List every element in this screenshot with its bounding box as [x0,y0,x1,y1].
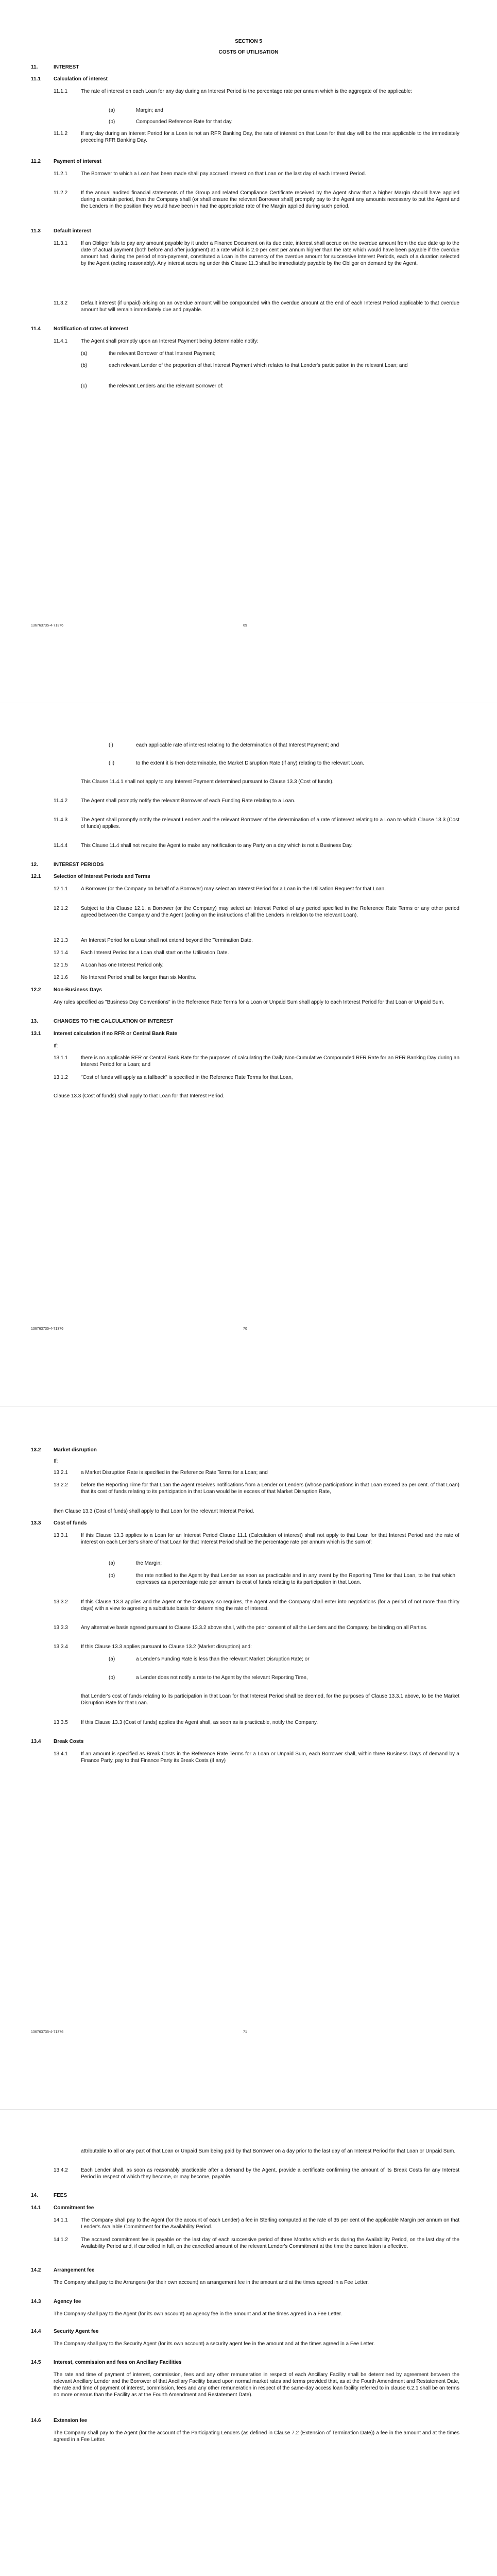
clause-number: 13.2.1 [54,1470,68,1476]
item-text: the relevant Lenders and the relevant Borrower of: [109,383,224,389]
clause-text: A Borrower (or the Company on behalf of a Borrower) may select an Interest Period for a Loan in the Utilisation Request for that Loan. [81,886,386,892]
item-label: (a) [109,1656,115,1662]
clause-text: there is no applicable RFR or Central Bank Rate for the purposes of calculating the Daily Non-Cumulative Compounded RFR Rate for an RFR Banking Day during an Interest Period for a Loan; and [81,1055,459,1067]
clause-number: 13.3.2 [54,1599,68,1605]
clause-text: attributable to all or any part of that Loan or Unpaid Sum being paid by that Borrower on a day prior to the last day of an Interest Period for that Loan or Unpaid Sum. [81,2148,456,2154]
clause-number: 11.2.1 [54,171,68,177]
item-label: (a) [109,108,115,113]
clause-heading: Payment of interest [54,159,101,164]
page-number: 71 [243,2030,247,2034]
item-text: the relevant Borrower of that Interest Payment; [109,351,216,357]
page-number: 70 [243,1327,247,1331]
clause-text: An Interest Period for a Loan shall not extend beyond the Termination Date. [81,938,253,943]
item-text: each applicable rate of interest relating to the determination of that Interest Payment; and [136,742,339,748]
item-label: (c) [81,383,87,389]
clause-number: 11.3.1 [54,241,68,246]
clause-text: The Agent shall promptly notify the relevant Borrower of each Funding Rate relating to a Loan. [81,798,296,804]
item-label: (b) [109,1675,115,1681]
clause-number: 11.1.1 [54,89,68,94]
clause-number: 14.6 [31,2418,41,2424]
section-number: SECTION 5 [235,39,262,44]
clause-text: If this Clause 13.3 (Cost of funds) applies the Agent shall, as soon as is practicable, notify the Company. [81,1720,318,1725]
clause-text: Each Interest Period for a Loan shall start on the Utilisation Date. [81,950,229,956]
clause-text: The Company shall pay to the Agent (for its own account) an agency fee in the amount and at the times agreed in a Fee Letter. [54,2311,342,2317]
clause-text: Any alternative basis agreed pursuant to Clause 13.3.2 above shall, with the prior consent of all the Lenders and the Company, be binding on all Parties. [81,1625,428,1631]
clause-number: 13.3.3 [54,1625,68,1631]
clause-heading: Non-Business Days [54,987,102,993]
document-reference: 136763735-4-71376 [31,1327,64,1331]
clause-text: The Company shall pay to the Security Agent (for its own account) a security agent fee in the amount and at the times agreed in a Fee Letter. [54,2341,375,2347]
clause-text: The Company shall pay to the Arrangers (for their own account) an arrangement fee in the amount and at the times agreed in a Fee Letter. [54,2280,369,2285]
clause-number: 12.1.2 [54,906,68,911]
item-label: (b) [109,119,115,125]
document-reference: 136763735-4-71376 [31,2030,64,2034]
clause-number: 12. [31,862,38,868]
page-70 [0,703,497,1406]
clause-number: 13.4.1 [54,1751,68,1757]
item-label: (a) [81,351,88,357]
item-text: Margin; and [136,108,163,113]
clause-number: 13.4.2 [54,2167,68,2173]
clause-text: No Interest Period shall be longer than six Months. [81,975,197,980]
clause-number: 12.2 [31,987,41,993]
clause-number: 12.1 [31,874,41,879]
clause-text: If: [54,1043,58,1049]
clause-text: then Clause 13.3 (Cost of funds) shall apply to that Loan for the relevant Interest Period. [54,1509,254,1514]
clause-number: 14.1.1 [54,2217,68,2223]
clause-number: 14. [31,2193,38,2198]
item-text: the Margin; [136,1561,162,1566]
clause-number: 11.3 [31,228,41,234]
clause-text: If an amount is specified as Break Costs in the Reference Rate Terms for a Loan or Unpaid Sum, each Borrower shall, within three Business Days of demand by a Finance Party, pay to that Finance Party its Break Costs (if any) [81,1751,459,1764]
clause-text: before the Reporting Time for that Loan the Agent receives notifications from a Lender or Lenders (whose participations in that Loan exceed 35 per cent. of that Loan) that its cost of funds relating to its participation in that Loan would be in excess of that Market Disruption Rate, [81,1482,459,1495]
clause-heading: Calculation of interest [54,76,108,82]
page-number: 69 [243,624,247,628]
clause-heading: Default interest [54,228,91,234]
clause-number: 11.1 [31,76,41,82]
clause-heading: Agency fee [54,2299,81,2304]
clause-heading: Notification of rates of interest [54,326,129,332]
clause-number: 11. [31,64,38,70]
clause-text: The rate and time of payment of interest, commission, fees and any other remuneration in respect of each Ancillary Facility shall be determined by agreement between the relevant Ancillary Lender and the Borrower of that Ancillary Facility based upon normal market rates and terms provided that, as at the Fourth Amendment and Restatement Date, the rate and time of payment of interest, commission, fees and any other remuneration in respect of the same-day access loan facility referred to in clause 6.2.1 shall be on terms no more onerous than the Facility as at the Fourth Amendment and Restatement Date). [54,2372,459,2398]
clause-number: 13.2.2 [54,1482,68,1488]
page-72 [0,2110,497,2576]
clause-text: If this Clause 13.3 applies and the Agent or the Company so requires, the Agent and the Company shall enter into negotiations (for a period of not more than thirty days) with a view to agreeing a substitute basis for determining the rate of interest. [81,1599,459,1612]
item-label: (i) [109,742,113,748]
clause-heading: Arrangement fee [54,2267,95,2273]
clause-number: 13.4 [31,1739,41,1744]
item-text: a Lender does not notify a rate to the Agent by the relevant Reporting Time, [136,1675,308,1681]
item-label: (a) [109,1561,115,1566]
clause-heading: Selection of Interest Periods and Terms [54,874,150,879]
item-label: (b) [109,1573,115,1579]
clause-number: 12.1.6 [54,975,68,980]
clause-text: a Market Disruption Rate is specified in the Reference Rate Terms for a Loan; and [81,1470,268,1476]
clause-text: The Agent shall promptly notify the relevant Lenders and the relevant Borrower of the determination of a rate of interest relating to a Loan to which Clause 13.3 (Cost of funds) applies. [81,817,459,829]
clause-number: 14.2 [31,2267,41,2273]
clause-heading: FEES [54,2193,67,2198]
clause-number: 11.4 [31,326,41,332]
clause-heading: Interest calculation if no RFR or Central Bank Rate [54,1031,178,1037]
clause-heading: INTEREST PERIODS [54,862,104,868]
clause-text: The Agent shall promptly upon an Interest Payment being determinable notify: [81,338,259,344]
section-title: COSTS OF UTILISATION [218,49,279,55]
clause-number: 14.5 [31,2360,41,2365]
clause-number: 12.1.1 [54,886,68,892]
clause-number: 13.3 [31,1520,41,1526]
clause-number: 13.1.2 [54,1075,68,1080]
item-label: (b) [81,363,88,368]
clause-number: 14.4 [31,2329,41,2334]
item-label: (ii) [109,760,115,766]
clause-text: "Cost of funds will apply as a fallback" is specified in the Reference Rate Terms for that Loan, [81,1075,293,1080]
item-text: each relevant Lender of the proportion of that Interest Payment which relates to that Lender's participation in the relevant Loan; and [109,363,408,368]
clause-number: 11.4.4 [54,843,68,849]
clause-number: 11.3.2 [54,300,68,306]
clause-text: This Clause 11.4.1 shall not apply to any Interest Payment determined pursuant to Clause 13.3 (Cost of funds). [81,779,334,785]
clause-heading: Security Agent fee [54,2329,99,2334]
clause-text: If this Clause 13.3 applies to a Loan for an Interest Period Clause 11.1 (Calculation of interest) shall not apply to that Loan for that Interest Period and the rate of interest on each Lender's share of that Loan for that Interest Period shall be the percentage rate per annum which is the sum of: [81,1533,459,1545]
clause-text: The Company shall pay to the Agent (for the account of each Lender) a fee in Sterling computed at the rate of 35 per cent of the applicable Margin per annum on that Lender's Available Commitment for the Availability Period. [81,2217,459,2230]
clause-number: 13.3.5 [54,1720,68,1725]
clause-heading: Market disruption [54,1447,97,1453]
clause-heading: Break Costs [54,1739,84,1744]
clause-number: 13.2 [31,1447,41,1453]
clause-number: 12.1.4 [54,950,68,956]
clause-heading: CHANGES TO THE CALCULATION OF INTEREST [54,1019,174,1024]
clause-text: Default interest (if unpaid) arising on an overdue amount will be compounded with the overdue amount at the end of each Interest Period applicable to that overdue amount but will remain immediately due and payable. [81,300,459,313]
clause-number: 11.4.3 [54,817,68,823]
clause-text: Any rules specified as "Business Day Conventions" in the Reference Rate Terms for a Loan or Unpaid Sum shall apply to each Interest Period for that Loan or Unpaid Sum. [54,999,444,1005]
clause-heading: INTEREST [54,64,79,70]
clause-text: A Loan has one Interest Period only. [81,962,164,968]
clause-heading: Commitment fee [54,2205,94,2211]
clause-number: 14.3 [31,2299,41,2304]
item-text: Compounded Reference Rate for that day. [136,119,233,125]
clause-number: 11.4.2 [54,798,68,804]
document-reference: 136763735-4-71376 [31,624,64,628]
clause-text: Clause 13.3 (Cost of funds) shall apply to that Loan for that Interest Period. [54,1093,225,1099]
clause-number: 12.1.5 [54,962,68,968]
item-text: a Lender's Funding Rate is less than the relevant Market Disruption Rate; or [136,1656,310,1662]
clause-text: If any day during an Interest Period for a Loan is not an RFR Banking Day, the rate of interest on that Loan for that day will be the rate applicable to the immediately preceding RFR Banking Day. [81,131,459,143]
clause-number: 13.1.1 [54,1055,68,1061]
clause-text: The accrued commitment fee is payable on the last day of each successive period of three Months which ends during the Availability Period, on the last day of the Availability Period and, if cancelled in full, on the cancelled amount of the relevant Lender's Commitment at the time the cancellation is effective. [81,2237,459,2249]
clause-number: 13.1 [31,1031,41,1037]
clause-text: This Clause 11.4 shall not require the Agent to make any notification to any Party on a day which is not a Business Day. [81,843,353,849]
clause-number: 11.4.1 [54,338,68,344]
clause-text: that Lender's cost of funds relating to its participation in that Loan for that Interest Period shall be deemed, for the purposes of Clause 13.3.1 above, to be the Market Disruption Rate for that Loan. [81,1693,459,1706]
clause-heading: Interest, commission and fees on Ancillary Facilities [54,2360,182,2365]
page-71 [0,1406,497,2110]
clause-number: 11.1.2 [54,131,68,137]
clause-number: 14.1 [31,2205,41,2211]
clause-text: The Company shall pay to the Agent (for the account of the Participating Lenders (as defined in Clause 7.2 (Extension of Termination Date)) a fee in the amount and at the times agreed in a Fee Letter. [54,2430,459,2443]
clause-number: 11.2.2 [54,190,68,196]
clause-text: Each Lender shall, as soon as reasonably practicable after a demand by the Agent, provide a certificate confirming the amount of its Break Costs for any Interest Period in respect of which they become, or may become, payable. [81,2167,459,2180]
clause-text: The rate of interest on each Loan for any day during an Interest Period is the percentage rate per annum which is the aggregate of the applicable: [81,89,413,94]
clause-heading: Extension fee [54,2418,88,2424]
clause-text: If an Obligor fails to pay any amount payable by it under a Finance Document on its due date, interest shall accrue on the overdue amount from the due date up to the date of actual payment (both before and after judgment) at a rate which is 2.0 per cent per annum higher than the rate which would have been payable if the overdue amount had, during the period of non-payment, constituted a Loan in the currency of the overdue amount for successive Interest Periods, each of a duration selected by the Agent (acting reasonably). Any interest accruing under this Clause 11.3 shall be immediately payable by the Obligor on demand by the Agent. [81,241,459,266]
clause-text: If the annual audited financial statements of the Group and related Compliance Certificate received by the Agent show that a higher Margin should have applied during a certain period, then the Company shall (or shall ensure the relevant Borrower shall) promptly pay to the Agent any amounts necessary to put the Agent and the Lenders in the position they would have been in had the appropriate rate of the Margin applied during such period. [81,190,459,209]
clause-text: Subject to this Clause 12.1, a Borrower (or the Company) may select an Interest Period of any period specified in the Reference Rate Terms or any other period agreed between the Company and the Agent (acting on the instructions of all the Lenders in relation to the relevant Loan). [81,906,459,918]
clause-text: If: [54,1459,58,1464]
clause-number: 13.3.4 [54,1644,68,1650]
item-text: to the extent it is then determinable, the Market Disruption Rate (if any) relating to the relevant Loan. [136,760,365,766]
clause-number: 13. [31,1019,38,1024]
clause-heading: Cost of funds [54,1520,87,1526]
page-69 [0,0,497,703]
clause-number: 11.2 [31,159,41,164]
item-text: the rate notified to the Agent by that Lender as soon as practicable and in any event by the Reporting Time for that Loan, to be that which expresses as a percentage rate per annum its cost of funds relating to its participation in that Loan. [136,1573,455,1585]
clause-text: The Borrower to which a Loan has been made shall pay accrued interest on that Loan on the last day of each Interest Period. [81,171,366,177]
clause-number: 12.1.3 [54,938,68,943]
clause-text: If this Clause 13.3 applies pursuant to Clause 13.2 (Market disruption) and: [81,1644,252,1650]
clause-number: 13.3.1 [54,1533,68,1538]
clause-number: 14.1.2 [54,2237,68,2243]
